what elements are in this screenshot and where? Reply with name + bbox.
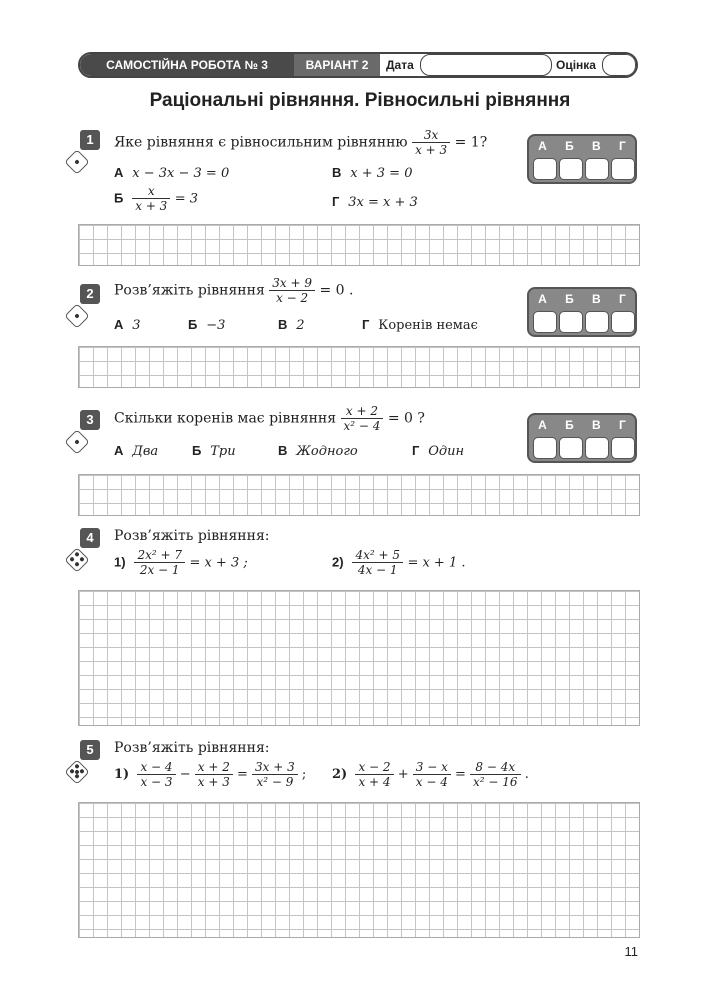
q5-item-1 bbox=[114, 760, 306, 789]
item-end: . bbox=[524, 767, 529, 782]
option-label: А bbox=[114, 443, 124, 458]
grade-field[interactable] bbox=[602, 54, 636, 76]
option-label: В bbox=[278, 443, 288, 458]
fraction-denominator: x² − 16 bbox=[473, 775, 518, 789]
question-1-prompt: Яке рівняння є рівносильним рівнянню bbox=[114, 134, 408, 151]
fraction-denominator: x + 3 bbox=[135, 199, 168, 213]
fraction-denominator: x² − 4 bbox=[343, 419, 381, 433]
fraction-numerator: 8 − 4x bbox=[470, 760, 521, 775]
page-title: Раціональні рівняння. Рівносильні рівняння bbox=[149, 90, 571, 111]
fraction-numerator: x + 2 bbox=[195, 760, 233, 775]
answer-letter: Г bbox=[619, 418, 626, 432]
fraction-denominator: 4x − 1 bbox=[357, 563, 398, 577]
answer-letter: В bbox=[592, 418, 601, 432]
item-text: = x + 3 ; bbox=[189, 555, 248, 571]
option-fraction bbox=[132, 184, 170, 213]
option-label: Б bbox=[114, 190, 124, 206]
option-text: x − 3x − 3 = 0 bbox=[132, 166, 230, 181]
question-1-fraction bbox=[412, 128, 450, 157]
option-text: Один bbox=[428, 444, 465, 459]
option-1-g[interactable] bbox=[332, 193, 418, 211]
fraction-denominator: 2x − 1 bbox=[139, 563, 180, 577]
answer-cell[interactable] bbox=[559, 311, 583, 333]
option-text: 2 bbox=[296, 318, 305, 333]
item-text: = x + 1 . bbox=[407, 555, 466, 571]
answer-cell[interactable] bbox=[585, 311, 609, 333]
work-grid-1[interactable] bbox=[78, 224, 640, 266]
question-1-end: = 1? bbox=[454, 134, 488, 151]
option-label: В bbox=[278, 317, 288, 332]
option-label: Г bbox=[332, 194, 340, 209]
operator: + bbox=[397, 767, 409, 782]
fraction-denominator: x² − 9 bbox=[256, 775, 294, 789]
answer-cell[interactable] bbox=[611, 311, 635, 333]
answer-box-1 bbox=[527, 134, 637, 184]
answer-letter: Г bbox=[619, 292, 626, 306]
option-text: Жодного bbox=[296, 444, 358, 459]
item-label: 2) bbox=[332, 767, 348, 782]
fraction-denominator: x − 3 bbox=[140, 775, 173, 789]
item-label: 1) bbox=[114, 767, 130, 782]
header-bar bbox=[78, 52, 638, 78]
option-text: x + 3 = 0 bbox=[350, 166, 413, 181]
answer-letter: А bbox=[538, 292, 547, 306]
item-fraction-2 bbox=[413, 760, 451, 789]
question-2-prompt: Розв’яжіть рівняння bbox=[114, 282, 265, 299]
item-end: ; bbox=[301, 767, 307, 782]
item-fraction-1 bbox=[355, 760, 393, 789]
operator: = bbox=[236, 767, 248, 782]
item-fraction-3 bbox=[252, 760, 298, 789]
answer-cell[interactable] bbox=[611, 437, 635, 459]
option-3-v[interactable] bbox=[278, 442, 358, 460]
option-label: Г bbox=[362, 317, 370, 332]
answer-cell[interactable] bbox=[533, 311, 557, 333]
question-5-text: Розв’яжіть рівняння: bbox=[114, 740, 270, 756]
option-text: Два bbox=[132, 444, 159, 459]
fraction-numerator: 4x² + 5 bbox=[352, 548, 403, 563]
option-1-a[interactable] bbox=[114, 164, 229, 182]
answer-cell[interactable] bbox=[585, 437, 609, 459]
answer-letter: А bbox=[538, 139, 547, 153]
fraction-numerator: 3 − x bbox=[413, 760, 451, 775]
option-text: 3 bbox=[132, 318, 141, 333]
answer-cell[interactable] bbox=[559, 437, 583, 459]
work-grid-5[interactable] bbox=[78, 802, 640, 938]
question-3-text bbox=[114, 404, 425, 433]
question-2-fraction bbox=[269, 276, 315, 305]
page-number: 11 bbox=[624, 944, 638, 959]
variant-label: ВАРІАНТ 2 bbox=[294, 54, 380, 76]
fraction-numerator: x + 2 bbox=[341, 404, 384, 419]
answer-letter: Б bbox=[565, 139, 574, 153]
answer-letter: Б bbox=[565, 418, 574, 432]
option-text: Коренів немає bbox=[378, 318, 478, 333]
fraction-numerator: x − 2 bbox=[355, 760, 393, 775]
option-1-v[interactable] bbox=[332, 164, 412, 182]
option-2-b[interactable] bbox=[188, 316, 225, 334]
question-3-prompt: Скільки коренів має рівняння bbox=[114, 410, 337, 427]
operator: = bbox=[454, 767, 466, 782]
question-5-number: 5 bbox=[80, 740, 100, 760]
fraction-numerator: 3x bbox=[412, 128, 450, 143]
q5-item-2 bbox=[332, 760, 529, 789]
difficulty-5-icon bbox=[64, 759, 89, 784]
question-4-number: 4 bbox=[80, 528, 100, 548]
item-fraction bbox=[134, 548, 185, 577]
fraction-denominator: x − 2 bbox=[276, 291, 309, 305]
question-3-end: = 0 ? bbox=[387, 410, 425, 427]
operator: − bbox=[179, 767, 191, 782]
answer-letter: В bbox=[592, 139, 601, 153]
option-label: А bbox=[114, 165, 124, 180]
fraction-denominator: x + 4 bbox=[358, 775, 391, 789]
option-label: Г bbox=[412, 443, 420, 458]
answer-letter: А bbox=[538, 418, 547, 432]
answer-cell[interactable] bbox=[585, 158, 609, 180]
fraction-numerator: 3x + 9 bbox=[269, 276, 315, 291]
fraction-denominator: x − 4 bbox=[415, 775, 448, 789]
question-1-text bbox=[114, 128, 487, 157]
answer-letter: Б bbox=[565, 292, 574, 306]
option-text: −3 bbox=[206, 318, 226, 333]
answer-box-3 bbox=[527, 413, 637, 463]
question-3-fraction bbox=[341, 404, 384, 433]
item-fraction-3 bbox=[470, 760, 521, 789]
item-label: 2) bbox=[332, 554, 344, 570]
option-label: А bbox=[114, 317, 124, 332]
question-1-number: 1 bbox=[80, 130, 100, 150]
answer-cell[interactable] bbox=[533, 158, 557, 180]
work-grid-4[interactable] bbox=[78, 590, 640, 726]
difficulty-3-icon bbox=[64, 429, 89, 454]
option-label: Б bbox=[192, 443, 202, 458]
difficulty-2-icon bbox=[64, 303, 89, 328]
question-2-number: 2 bbox=[80, 284, 100, 304]
difficulty-1-icon bbox=[64, 149, 89, 174]
option-label: В bbox=[332, 165, 342, 180]
option-text: 3x = x + 3 bbox=[348, 195, 418, 210]
fraction-numerator: 2x² + 7 bbox=[134, 548, 185, 563]
answer-cell[interactable] bbox=[559, 158, 583, 180]
fraction-denominator: x + 3 bbox=[415, 143, 448, 157]
fraction-denominator: x + 3 bbox=[197, 775, 230, 789]
option-3-a[interactable] bbox=[114, 442, 158, 460]
option-3-g[interactable] bbox=[412, 442, 464, 460]
work-grid-2[interactable] bbox=[78, 346, 640, 388]
question-3-number: 3 bbox=[80, 410, 100, 430]
item-fraction bbox=[352, 548, 403, 577]
question-2-end: = 0 . bbox=[319, 282, 354, 299]
answer-box-2 bbox=[527, 287, 637, 337]
fraction-numerator: x − 4 bbox=[137, 760, 175, 775]
item-fraction-2 bbox=[195, 760, 233, 789]
item-fraction-1 bbox=[137, 760, 175, 789]
work-label: САМОСТІЙНА РОБОТА № 3 bbox=[80, 54, 294, 76]
answer-letter: В bbox=[592, 292, 601, 306]
date-field[interactable] bbox=[420, 54, 552, 76]
option-2-a[interactable] bbox=[114, 316, 141, 334]
option-2-g[interactable] bbox=[362, 316, 478, 334]
option-label: Б bbox=[188, 317, 198, 332]
question-2-text bbox=[114, 276, 353, 305]
option-1-b[interactable] bbox=[114, 184, 198, 213]
q4-item-1 bbox=[114, 548, 248, 577]
question-4-text: Розв’яжіть рівняння: bbox=[114, 528, 270, 544]
option-text: Три bbox=[210, 444, 236, 459]
option-2-v[interactable] bbox=[278, 316, 305, 334]
fraction-numerator: x bbox=[132, 184, 170, 199]
answer-cell[interactable] bbox=[611, 158, 635, 180]
answer-letter: Г bbox=[619, 139, 626, 153]
item-label: 1) bbox=[114, 554, 126, 570]
answer-cell[interactable] bbox=[533, 437, 557, 459]
option-3-b[interactable] bbox=[192, 442, 236, 460]
date-label: Дата bbox=[386, 58, 414, 72]
option-text: = 3 bbox=[174, 191, 199, 207]
grade-label: Оцінка bbox=[556, 58, 596, 72]
work-grid-3[interactable] bbox=[78, 474, 640, 516]
difficulty-4-icon bbox=[64, 547, 89, 572]
fraction-numerator: 3x + 3 bbox=[252, 760, 298, 775]
q4-item-2 bbox=[332, 548, 466, 577]
